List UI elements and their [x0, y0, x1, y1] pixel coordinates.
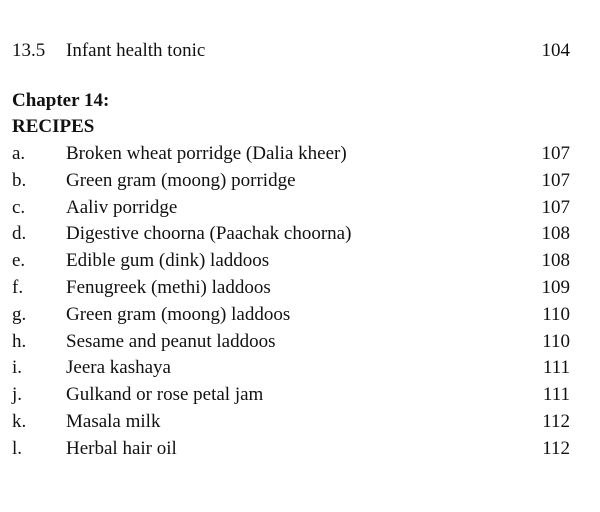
recipe-label: l.	[12, 437, 23, 459]
recipe-entry[interactable]	[0, 436, 600, 463]
recipe-entry[interactable]	[0, 248, 600, 275]
recipe-page-number: 109	[541, 276, 570, 298]
recipe-title: Green gram (moong) porridge	[66, 169, 296, 191]
chapter-subheading: RECIPES	[12, 116, 95, 137]
recipe-label: j.	[12, 384, 23, 406]
recipe-page-number: 107	[541, 143, 570, 164]
entry-title: Infant health tonic	[66, 40, 206, 61]
recipe-entry[interactable]	[0, 302, 600, 329]
recipe-page-number: 112	[542, 437, 570, 459]
recipe-title: Broken wheat porridge (Dalia kheer)	[66, 143, 347, 164]
recipe-page-number: 107	[541, 169, 570, 191]
recipe-title: Masala milk	[66, 410, 161, 432]
recipe-entry[interactable]	[0, 221, 600, 248]
recipe-label: k.	[12, 410, 27, 432]
recipe-label: a.	[12, 143, 26, 164]
recipe-label: c.	[12, 196, 26, 218]
recipe-title: Green gram (moong) laddoos	[66, 303, 291, 325]
recipe-page-number: 110	[542, 330, 570, 352]
recipe-label: f.	[12, 276, 24, 298]
recipe-title: Digestive choorna (Paachak choorna)	[66, 223, 352, 245]
recipe-title: Aaliv porridge	[66, 196, 178, 218]
recipe-label: i.	[12, 357, 23, 379]
recipe-page-number: 108	[541, 250, 570, 272]
recipe-entry[interactable]	[0, 168, 600, 195]
recipe-entry[interactable]	[0, 275, 600, 302]
recipe-title: Sesame and peanut laddoos	[66, 330, 276, 352]
entry-number: 13.5	[12, 40, 46, 61]
recipe-entry[interactable]	[0, 195, 600, 222]
entry-page-number: 104	[541, 40, 570, 61]
recipe-title: Fenugreek (methi) laddoos	[66, 276, 271, 298]
recipe-entry[interactable]	[0, 329, 600, 356]
recipe-entry[interactable]	[0, 355, 600, 382]
recipe-page-number: 111	[542, 384, 570, 406]
recipe-label: b.	[12, 169, 27, 191]
recipe-page-number: 110	[542, 303, 570, 325]
recipe-label: h.	[12, 330, 27, 352]
recipe-page-number: 111	[542, 357, 570, 379]
recipe-page-number: 108	[541, 223, 570, 245]
recipe-title: Jeera kashaya	[66, 357, 171, 379]
recipe-entry[interactable]	[0, 382, 600, 409]
recipe-entry[interactable]	[0, 409, 600, 436]
toc-entry-13-5[interactable]	[0, 37, 600, 64]
recipe-page-number: 107	[541, 196, 570, 218]
recipe-label: g.	[12, 303, 27, 325]
recipe-page-number: 112	[542, 410, 570, 432]
recipe-entry[interactable]	[0, 141, 600, 168]
recipe-list	[0, 141, 600, 463]
chapter-heading: Chapter 14:	[12, 90, 110, 111]
recipe-label: e.	[12, 250, 26, 272]
recipe-label: d.	[12, 223, 27, 245]
recipe-title: Gulkand or rose petal jam	[66, 384, 264, 406]
recipe-title: Edible gum (dink) laddoos	[66, 250, 270, 272]
recipe-title: Herbal hair oil	[66, 437, 177, 459]
